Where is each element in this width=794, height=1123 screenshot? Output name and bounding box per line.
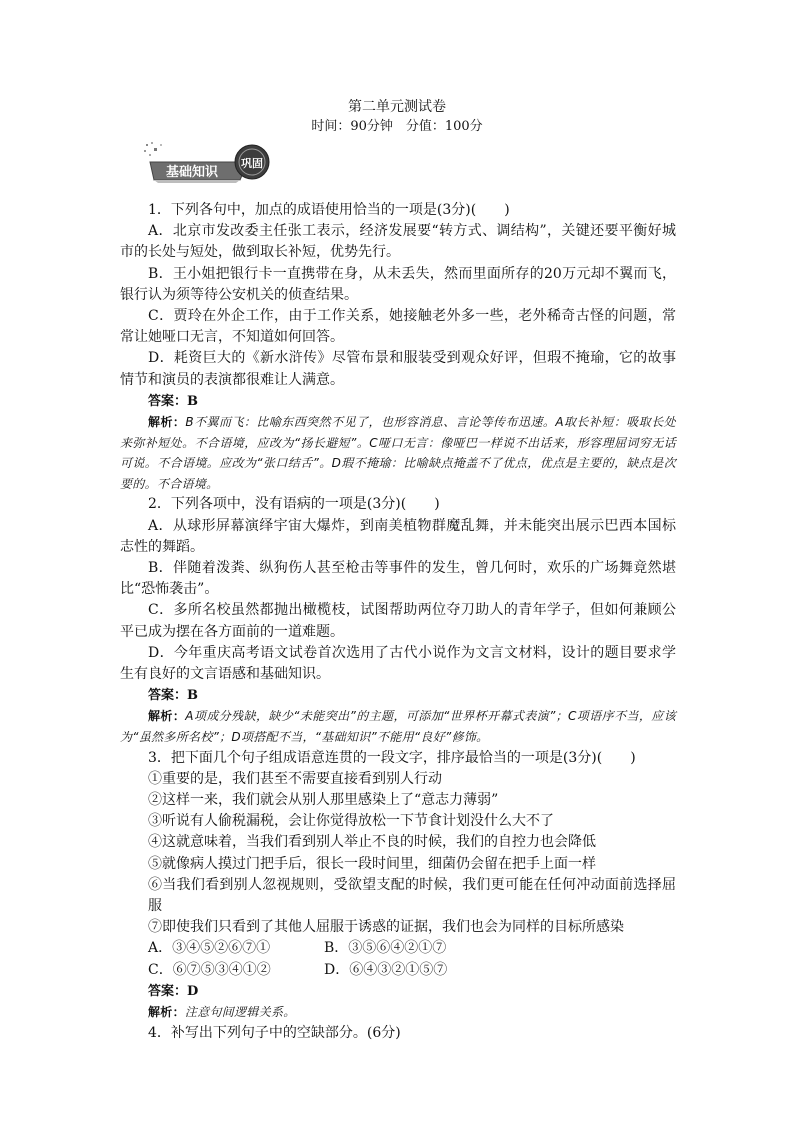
q3-analysis: 注意句间逻辑关系。	[184, 1005, 296, 1020]
q2-option-a: A．从球形屏幕演绎宇宙大爆炸，到南美植物群魔乱舞，并未能突出展示巴西本国标志性的舞蹈。	[120, 517, 676, 555]
q3-options-row-2	[120, 960, 676, 981]
q1-stem: 1．下列各句中，加点的成语使用恰当的一项是(3分)( )	[148, 202, 510, 218]
q3-option-c: C．⑥⑦⑤③④①②	[148, 961, 271, 978]
answer-label: 答案：	[148, 393, 188, 409]
q4-stem: 4．补写出下列句子中的空缺部分。(6分)	[148, 1024, 401, 1041]
q1-answer: B	[187, 393, 199, 409]
page-title: 第二单元测试卷	[348, 99, 446, 115]
q2-analysis-line	[120, 706, 676, 747]
q2-option-d: D．今年重庆高考语文试卷首次选用了古代小说作为文言文材料，设计的题目要求学生有良好的文言语感和基础知识。	[120, 644, 676, 683]
q3-sentence: ①重要的是，我们甚至不需要直接看到别人行动	[148, 770, 442, 787]
q3-sentence: ④这就意味着，当我们看到别人举止不良的时候，我们的自控力也会降低	[148, 834, 596, 851]
q3-sentence: ②这样一来，我们就会从别人那里感染上了“意志力薄弱”	[148, 792, 499, 809]
q3-analysis-line	[120, 1002, 676, 1023]
badge-label: 基础知识	[165, 165, 219, 180]
q2-option-c: C．多所名校虽然都抛出橄榄枝，试图帮助两位夺刀助人的青年学子，但如何兼顾公平已成为摆在各方面前的一道难题。	[120, 602, 676, 640]
q2-answer-line	[120, 685, 676, 706]
answer-label: 答案：	[148, 983, 188, 999]
q3-option-d: D．⑥④③②①⑤⑦	[324, 961, 448, 978]
analysis-label: 解析：	[148, 1005, 185, 1020]
q1-analysis: B不翼而飞：比喻东西突然不见了，也形容消息、言论等传布迅速。A取长补短：吸取长处来弥补短处。不合语境，应改为“扬长避短”。C哑口无言：像哑巴一样说不出话来，形容理屈词穷无话可说。不合语境。应改为“张口结舌”。D瑕不掩瑜：比喻缺点掩盖不了优点，优点是主要的，缺点是次要的。不合语境。	[120, 415, 676, 491]
analysis-label: 解析：	[148, 415, 186, 430]
badge-decoration-icon	[144, 142, 162, 156]
q1-analysis-line	[120, 412, 676, 494]
q3-answer: D	[187, 983, 199, 999]
q3-sentence: ③听说有人偷税漏税，会让你觉得放松一下节食计划没什么大不了	[148, 813, 554, 830]
q2-stem: 2．下列各项中，没有语病的一项是(3分)( )	[148, 496, 440, 513]
badge-seal-label: 巩固	[241, 157, 263, 170]
q2-option-b: B．伴随着泼粪、纵狗伤人甚至枪击等事件的发生，曾几何时，欢乐的广场舞竟然堪比“恐怖袭击”。	[120, 560, 676, 598]
q1-option-d: D．耗资巨大的《新水浒传》尽管布景和服装受到观众好评，但瑕不掩瑜，它的故事情节和演员的表演都很难让人满意。	[120, 350, 676, 388]
q3-sentence: ⑥当我们看到别人忽视规则，受欲望支配的时候，我们更可能在任何冲动面前选择屈服	[148, 876, 676, 915]
page-subtitle: 时间：90分钟 分值：100分	[311, 119, 483, 134]
q2-answer: B	[187, 688, 199, 704]
section-badge	[140, 140, 280, 188]
q1-answer-line	[120, 391, 676, 412]
q3-options-row-1	[120, 938, 676, 959]
q3-answer-line	[120, 981, 676, 1002]
q2-analysis: A项成分残缺，缺少“未能突出”的主题，可添加“世界杯开幕式表演”；C项语序不当，应该为“虽然多所名校”；D项搭配不当，“基础知识”不能用“良好”修饰。	[120, 709, 676, 745]
q3-stem: 3．把下面几个句子组成语意连贯的一段文字，排序最恰当的一项是(3分)( )	[148, 749, 636, 766]
question-content	[120, 200, 676, 1044]
q3-sentence: ⑤就像病人摸过门把手后，很长一段时间里，细菌仍会留在把手上面一样	[148, 855, 596, 872]
q3-sentence: ⑦即使我们只看到了其他人屈服于诱惑的证据，我们也会为同样的目标所感染	[148, 919, 624, 936]
q1-option-a: A．北京市发改委主任张工表示，经济发展要“转方式、调结构”，关键还要平衡好城市的长处与短处，做到取长补短，优势先行。	[120, 223, 676, 261]
q3-option-a: A．③④⑤②⑥⑦①	[148, 940, 271, 957]
q1-option-b: B．王小姐把银行卡一直携带在身，从未丢失，然而里面所存的20万元却不翼而飞，银行认为须等待公安机关的侦查结果。	[120, 265, 676, 303]
q1-option-c: C．贾玲在外企工作，由于工作关系，她接触老外多一些，老外稀奇古怪的问题，常常让她哑口无言，不知道如何回答。	[120, 308, 676, 346]
answer-label: 答案：	[148, 688, 188, 704]
analysis-label: 解析：	[148, 709, 186, 724]
q3-option-b: B．③⑤⑥④②①⑦	[324, 940, 447, 957]
